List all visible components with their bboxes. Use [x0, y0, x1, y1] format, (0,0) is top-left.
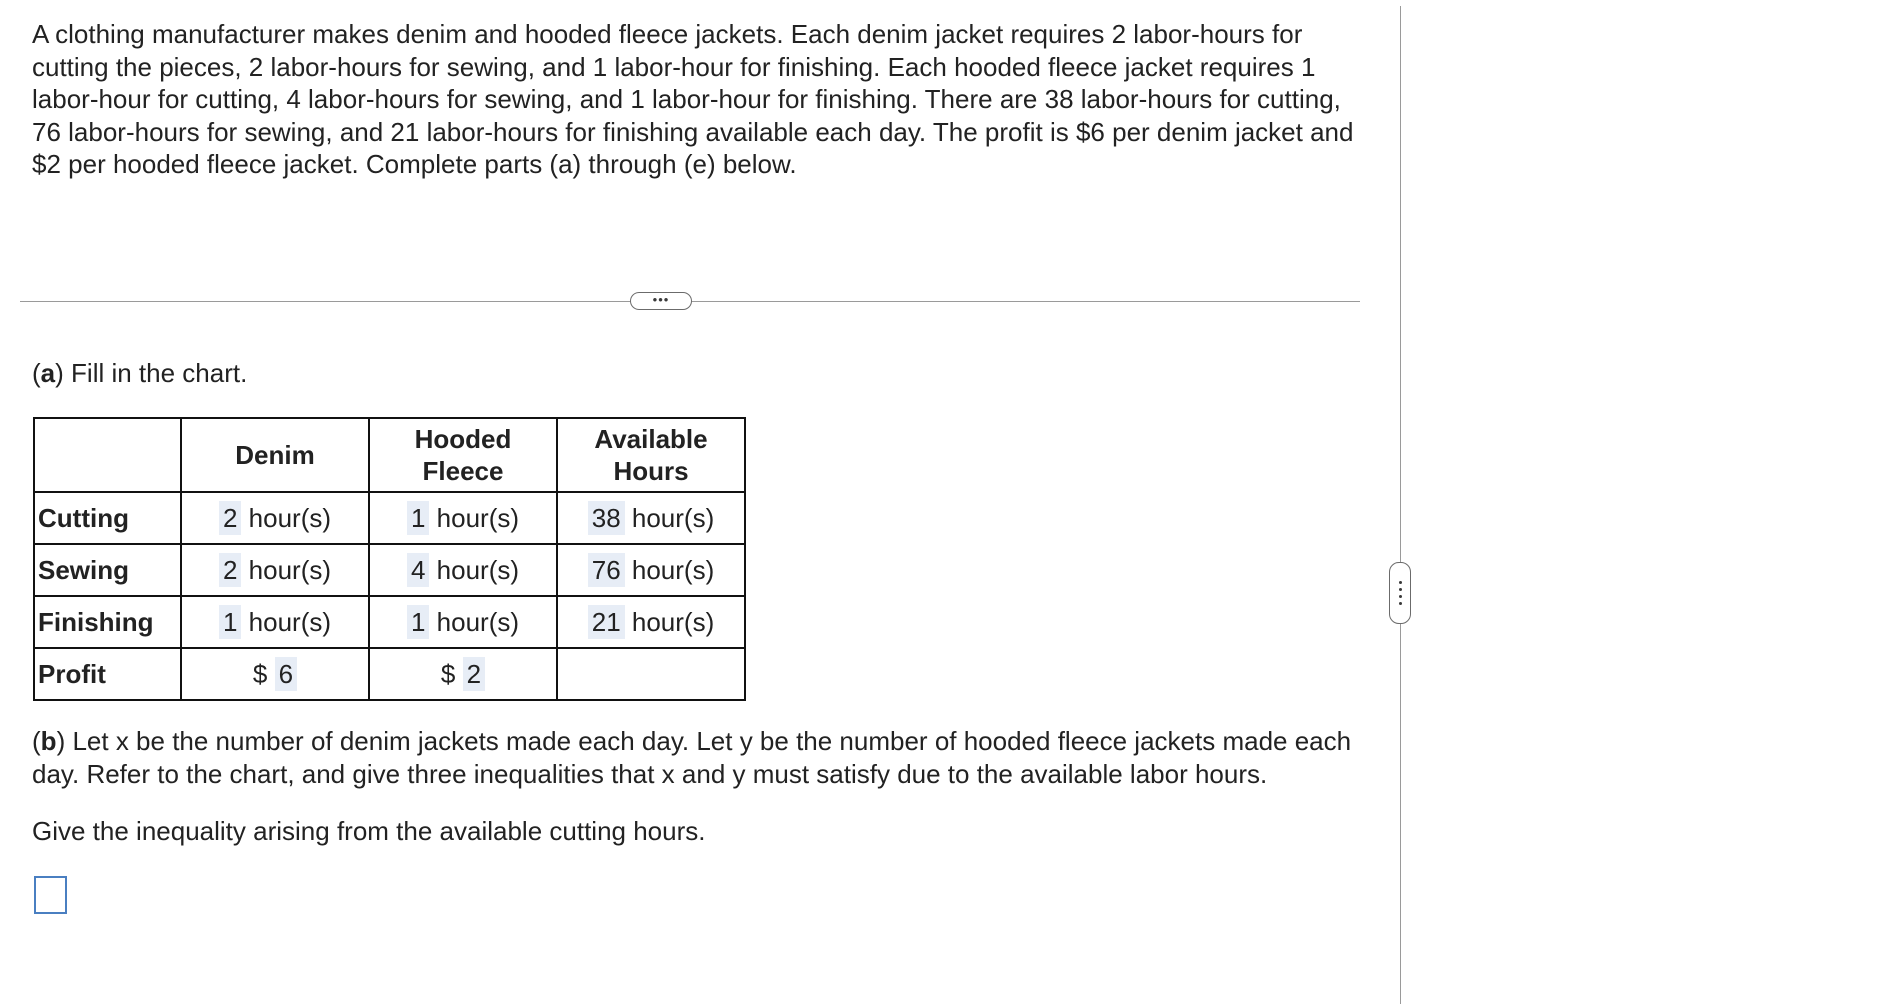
unit-label: hour(s): [436, 554, 520, 585]
part-b-statement: (b) Let x be the number of denim jackets made each day. Let y be the number of hooded fleece jackets made each day. Refer to the chart, and give three inequalities that x and y must satisfy due to the available labor hours.: [32, 726, 1352, 789]
row-label-finishing: Finishing: [34, 596, 181, 648]
unit-label: hour(s): [436, 502, 520, 533]
header-denim-text: Denim: [235, 440, 315, 470]
answer-cutting-denim[interactable]: 2: [219, 501, 241, 535]
dollar-sign: $: [440, 658, 456, 689]
handle-dot-icon: [1399, 581, 1402, 584]
unit-label: hour(s): [248, 554, 332, 585]
unit-label: hour(s): [631, 554, 715, 585]
part-a-heading: (a) Fill in the chart.: [32, 358, 248, 388]
answer-profit-denim[interactable]: 6: [275, 657, 297, 691]
answer-sewing-denim[interactable]: 2: [219, 553, 241, 587]
chart-row-profit: [34, 648, 745, 700]
handle-dot-icon: [1399, 602, 1402, 605]
dollar-sign: $: [252, 658, 268, 689]
answer-cutting-available[interactable]: 38: [588, 501, 625, 535]
header-fleece-line1: Hooded: [414, 424, 512, 454]
cutting-inequality-prompt: Give the inequality arising from the available cutting hours.: [32, 816, 706, 846]
unit-label: hour(s): [631, 606, 715, 637]
chart-row-sewing: [34, 544, 745, 596]
pane-divider: [1400, 6, 1401, 1004]
cell-finishing-denim: [181, 596, 369, 648]
chart-row-finishing: [34, 596, 745, 648]
chart-row-cutting: [34, 492, 745, 544]
cell-sewing-denim: [181, 544, 369, 596]
part-b-text: Let x be the number of denim jackets made each day. Let y be the number of hooded fleece jackets made each day. Refer to the chart, and give three inequalities that x and y must satisfy due to the available labor hours.: [32, 726, 1352, 789]
answer-profit-fleece[interactable]: 2: [463, 657, 485, 691]
chart-corner-cell: [34, 418, 181, 492]
header-avail-line2: Hours: [613, 456, 689, 486]
cell-cutting-fleece: [369, 492, 557, 544]
unit-label: hour(s): [248, 502, 332, 533]
part-b-letter: b: [40, 726, 57, 756]
unit-label: hour(s): [631, 502, 715, 533]
answer-finishing-available[interactable]: 21: [588, 605, 625, 639]
answer-finishing-fleece[interactable]: 1: [407, 605, 429, 639]
row-label-profit: Profit: [34, 648, 181, 700]
header-avail-line1: Available: [594, 424, 708, 454]
cell-sewing-available: [557, 544, 745, 596]
problem-statement: A clothing manufacturer makes denim and hooded fleece jackets. Each denim jacket requires 2 labor-hours for cutting the pieces, 2 labor-hours for sewing, and 1 labor-hour for finishing. Each hooded fleece jacket requires 1 labor-hour for cutting, 4 labor-hours for sewing, and 1 labor-hour for finishing. There are 38 labor-hours for cutting, 76 labor-hours for sewing, and 21 labor-hours for finishing available each day. The profit is $6 per denim jacket and $2 per hooded fleece jacket. Complete parts (a) through (e) below.: [32, 19, 1354, 179]
row-label-cutting: Cutting: [34, 492, 181, 544]
answer-sewing-available[interactable]: 76: [588, 553, 625, 587]
answer-finishing-denim[interactable]: 1: [219, 605, 241, 639]
handle-dot-icon: [1399, 588, 1402, 591]
cell-profit-denim: [181, 648, 369, 700]
chart-header-row: [34, 418, 745, 492]
unit-label: hour(s): [436, 606, 520, 637]
cell-cutting-available: [557, 492, 745, 544]
unit-label: hour(s): [248, 606, 332, 637]
part-a-text: Fill in the chart.: [63, 358, 248, 388]
cell-finishing-available: [557, 596, 745, 648]
cell-finishing-fleece: [369, 596, 557, 648]
header-fleece-line2: Fleece: [422, 456, 504, 486]
labor-chart: [33, 417, 746, 701]
answer-cutting-fleece[interactable]: 1: [407, 501, 429, 535]
header-denim: [181, 418, 369, 492]
cell-profit-fleece: [369, 648, 557, 700]
part-a-letter: a: [40, 358, 56, 388]
header-hooded-fleece: [369, 418, 557, 492]
cell-sewing-fleece: [369, 544, 557, 596]
row-label-sewing: Sewing: [34, 544, 181, 596]
cell-profit-empty: [557, 648, 745, 700]
expand-button[interactable]: •••: [630, 292, 692, 310]
handle-dot-icon: [1399, 595, 1402, 598]
header-available-hours: [557, 418, 745, 492]
pane-resize-handle[interactable]: [1389, 562, 1411, 624]
cutting-inequality-input[interactable]: [34, 876, 67, 914]
answer-sewing-fleece[interactable]: 4: [407, 553, 429, 587]
cell-cutting-denim: [181, 492, 369, 544]
